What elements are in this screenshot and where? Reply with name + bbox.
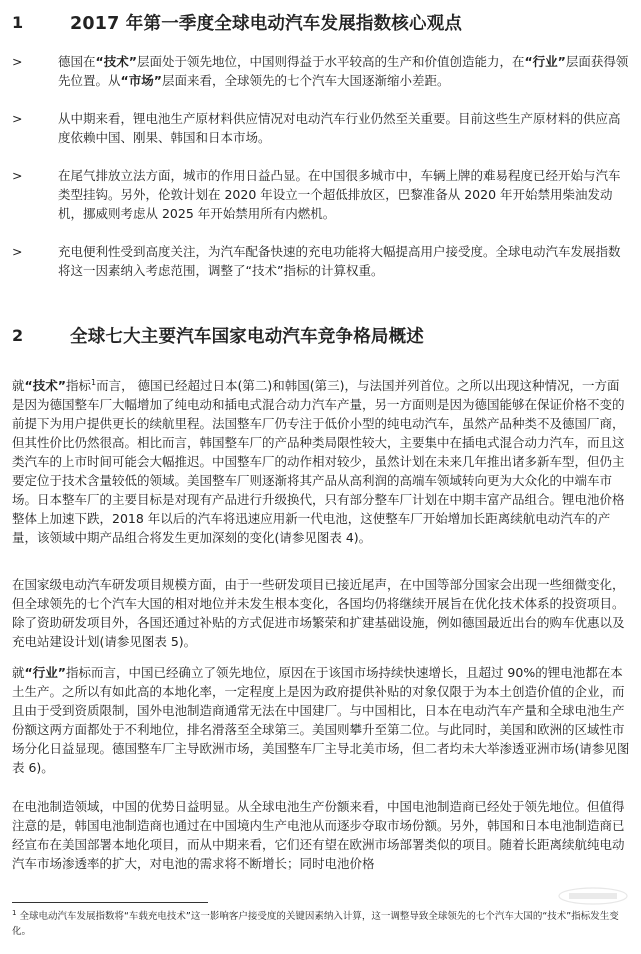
- paragraph-text-part: 而言， 德国已经超过日本(第二)和韩国(第三)，与法国并列首位。之所以出现这种情况，一方面是因为德国整车厂大幅增加了纯电动和插电式混合动力汽车产量，另一方面则是因为德国能够在保证价格不变的前提下为用户提供更长的续航里程。法国整车厂仍专注于低价小型的纯电动汽车，虽然产品种类不及德国厂商，但其性价比仍然很高。相比而言，韩国整车厂的产品种类局限性较大，主要集中在插电式混合动力汽车，而且这类汽车的上市时间可能会大幅推迟。中国整车厂的动作相对较少，虽然计划在未来几年推出诸多新车型，但仍主要定位于技术含量较低的领域。美国整车厂则逐渐将其产品从高利润的高端车领域转向更为大众化的中端车市场。日本整车厂的主要目标是对现有产品进行升级换代，只有部分整车厂计划在中期丰富产品组合。锂电池价格整体上加速下跌，2018 年以后的汽车将迅速应用新一代电池，这使整车厂开始增加长距离续航电动汽车的产量，该领域中期产品组合将发生更加深刻的变化(请参见图表 4)。: [12, 378, 625, 545]
- bullet-text-part: 层面处于领先地位，中国则得益于水平较高的生产和价值创造能力，在: [136, 54, 525, 69]
- bullet-marker: >: [12, 54, 23, 69]
- list-item: [12, 52, 632, 90]
- bullet-marker: >: [12, 168, 23, 183]
- footnote-divider: [12, 902, 208, 903]
- footnote-reference[interactable]: 1: [90, 377, 97, 387]
- list-item: [12, 166, 632, 223]
- paragraph-industry: [12, 663, 630, 777]
- bullet-text: [58, 52, 632, 90]
- paragraph-text-part: 就: [12, 378, 25, 393]
- key-points-list: [12, 52, 632, 280]
- bold-keyword-technology: “技术”: [24, 378, 66, 393]
- section-2-heading: [12, 323, 424, 348]
- paragraph-text: [12, 663, 630, 777]
- bold-keyword-market: “市场”: [120, 73, 162, 88]
- section-1-number: 1: [12, 13, 24, 32]
- bullet-text: 在尾气排放立法方面，城市的作用日益凸显。在中国很多城市中，车辆上牌的难易程度已经开始与汽车类型挂钩。另外，伦敦计划在 2020 年设立一个超低排放区，巴黎准备从 2020 年开始禁用柴油发动机，挪威则考虑从 2025 年开始禁用所有内燃机。: [58, 168, 621, 221]
- paragraph-battery: [12, 797, 630, 873]
- bold-keyword-technology: “技术”: [95, 54, 137, 69]
- bullet-text-part: 层面来看，全球领先的七个汽车大国逐渐缩小差距。: [161, 73, 450, 88]
- footnote-text: 全球电动汽车发展指数将“车载充电技术”这一影响客户接受度的关键因素纳入计算，这一调整导致全球领先的七个汽车大国的“技术”指标发生变化。: [12, 911, 619, 937]
- paragraph-text-part: 指标: [65, 378, 91, 393]
- bullet-text: 充电便利性受到高度关注，为汽车配备快速的充电功能将大幅提高用户接受度。全球电动汽车发展指数将这一因素纳入考虑范围，调整了“技术”指标的计算权重。: [58, 244, 621, 278]
- section-1-title: 2017 年第一季度全球电动汽车发展指数核心观点: [70, 14, 463, 34]
- bullet-text: 从中期来看，锂电池生产原材料供应情况对电动汽车行业仍然至关重要。目前这些生产原材料的供应高度依赖中国、刚果、韩国和日本市场。: [58, 111, 621, 145]
- section-2-number: 2: [12, 326, 24, 345]
- bullet-text-part: 德国在: [58, 54, 96, 69]
- bold-keyword-industry: “行业”: [24, 665, 66, 680]
- paragraph-text: 在电池制造领域，中国的优势日益明显。从全球电池生产份额来看，中国电池制造商已经处于领先地位。但值得注意的是，韩国电池制造商也通过在中国境内生产电池从而逐步夺取市场份额。另外，韩国和日本电池制造商已经宣布在美国部署本地化项目，而从中期来看，它们还有望在欧洲市场部署类似的项目。随着长距离续航纯电动汽车市场渗透率的扩大，对电池的需求将不断增长；同时电池价格: [12, 799, 625, 871]
- list-item: [12, 109, 632, 147]
- section-1-heading: [12, 10, 462, 35]
- footnote-marker: 1: [12, 908, 17, 917]
- paragraph-text-part: 指标而言，中国已经确立了领先地位，原因在于该国市场持续快速增长，且超过 90%的锂电池都在本土生产。之所以有如此高的本地化率，一定程度上是因为政府提供补贴的对象仅限于为本土创造价值的企业，而且由于受到资质限制，国外电池制造商通常无法在中国建厂。与中国相比，日本在电动汽车产量和全球电池生产份额这两方面都处于不利地位，排名滑落至全球第三。美国则攀升至第二位。与此同时，美国和欧洲的区域性市场分化日益显现。德国整车厂主导欧洲市场，美国整车厂主导北美市场，但二者均未大举渗透亚洲市场(请参见图表 6)。: [12, 665, 630, 775]
- bullet-marker: >: [12, 244, 23, 259]
- paragraph-rnd-projects: [12, 575, 630, 651]
- list-item: [12, 242, 632, 280]
- bold-keyword-industry: “行业”: [524, 54, 566, 69]
- watermark-logo-icon: [557, 886, 629, 906]
- paragraph-text-part: 就: [12, 665, 25, 680]
- paragraph-text: [12, 376, 630, 547]
- paragraph-text: 在国家级电动汽车研发项目规模方面，由于一些研发项目已接近尾声，在中国等部分国家会出现一些细微变化，但全球领先的七个汽车大国的相对地位并未发生根本变化，各国均仍将继续开展旨在优化技术体系的投资项目。除了资助研发项目外，各国还通过补贴的方式促进市场繁荣和扩建基础设施，例如德国最近出台的购车优惠以及充电站建设计划(请参见图表 5)。: [12, 577, 625, 649]
- bullet-text-part: 层面获得领先位置。从: [58, 54, 629, 88]
- section-2-title: 全球七大主要汽车国家电动汽车竞争格局概述: [70, 327, 424, 347]
- paragraph-technology: [12, 376, 630, 547]
- footnote: [12, 909, 630, 939]
- bullet-marker: >: [12, 111, 23, 126]
